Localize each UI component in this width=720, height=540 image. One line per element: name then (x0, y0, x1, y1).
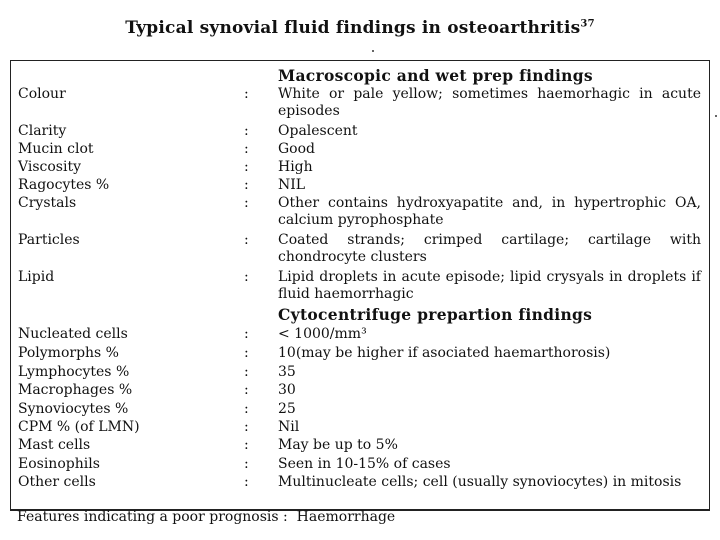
row-value: Good (278, 141, 316, 157)
row-label: Crystals (18, 195, 77, 211)
row-value: Lipid droplets in acute episode; lipid crysyals in droplets if fluid haemorrhagic (278, 269, 701, 302)
row-separator: : (244, 474, 249, 490)
document-title (0, 18, 720, 38)
row-value: Seen in 10-15% of cases (278, 456, 451, 472)
row-label: Ragocytes % (18, 177, 110, 193)
footer-value: Haemorrhage (296, 509, 396, 525)
row-value: NIL (278, 177, 306, 193)
row-separator: : (244, 419, 249, 435)
row-label: Macrophages % (18, 382, 133, 398)
row-separator: : (244, 195, 249, 211)
row-separator: : (244, 159, 249, 175)
row-value: Nil (278, 419, 300, 435)
row-value: 10(may be higher if asociated haemarthorosis) (278, 345, 611, 361)
row-label: Lymphocytes % (18, 364, 130, 380)
row-label: Particles (18, 232, 80, 248)
row-separator: : (244, 382, 249, 398)
section-heading-macroscopic: Macroscopic and wet prep findings (278, 66, 593, 85)
row-separator: : (244, 437, 249, 453)
row-separator: : (244, 141, 249, 157)
row-label: CPM % (of LMN) (18, 419, 140, 435)
row-label: Synoviocytes % (18, 401, 129, 417)
row-separator: : (244, 177, 249, 193)
row-separator: : (244, 364, 249, 380)
row-separator: : (244, 456, 249, 472)
row-label: Other cells (18, 474, 96, 490)
row-separator: : (244, 123, 249, 139)
row-label: Clarity (18, 123, 67, 139)
row-value: < 1000/mm³ (278, 326, 367, 342)
row-value: High (278, 159, 313, 175)
row-value: Opalescent (278, 123, 358, 139)
row-value: Other contains hydroxyapatite and, in hypertrophic OA, calcium pyrophosphate (278, 195, 701, 228)
row-value: 25 (278, 401, 296, 417)
row-label: Mast cells (18, 437, 91, 453)
row-label: Lipid (18, 269, 55, 285)
section-heading-cytocentrifuge: Cytocentrifuge prepartion findings (278, 305, 593, 324)
row-label: Nucleated cells (18, 326, 128, 342)
row-value: May be up to 5% (278, 437, 398, 453)
scan-speck (372, 50, 374, 52)
row-label: Colour (18, 86, 66, 102)
title-reference: 37 (580, 18, 595, 30)
row-label: Viscosity (18, 159, 81, 175)
row-separator: : (244, 401, 249, 417)
row-separator: : (244, 326, 249, 342)
prognosis-footer (17, 509, 395, 525)
row-separator: : (244, 232, 249, 248)
title-text: Typical synovial fluid findings in osteoarthritis (125, 18, 581, 38)
findings-table (10, 60, 710, 511)
row-value: White or pale yellow; sometimes haemorhagic in acute episodes (278, 86, 701, 119)
row-separator: : (244, 269, 249, 285)
footer-label: Features indicating a poor prognosis : (17, 509, 288, 525)
row-value: 35 (278, 364, 296, 380)
row-label: Eosinophils (18, 456, 100, 472)
row-value: Coated strands; crimped cartilage; cartilage with chondrocyte clusters (278, 232, 701, 265)
row-label: Mucin clot (18, 141, 94, 157)
row-value: Multinucleate cells; cell (usually synoviocytes) in mitosis (278, 474, 682, 490)
row-value: 30 (278, 382, 296, 398)
row-separator: : (244, 345, 249, 361)
row-label: Polymorphs % (18, 345, 119, 361)
row-separator: : (244, 86, 249, 102)
scan-speck (715, 115, 717, 117)
